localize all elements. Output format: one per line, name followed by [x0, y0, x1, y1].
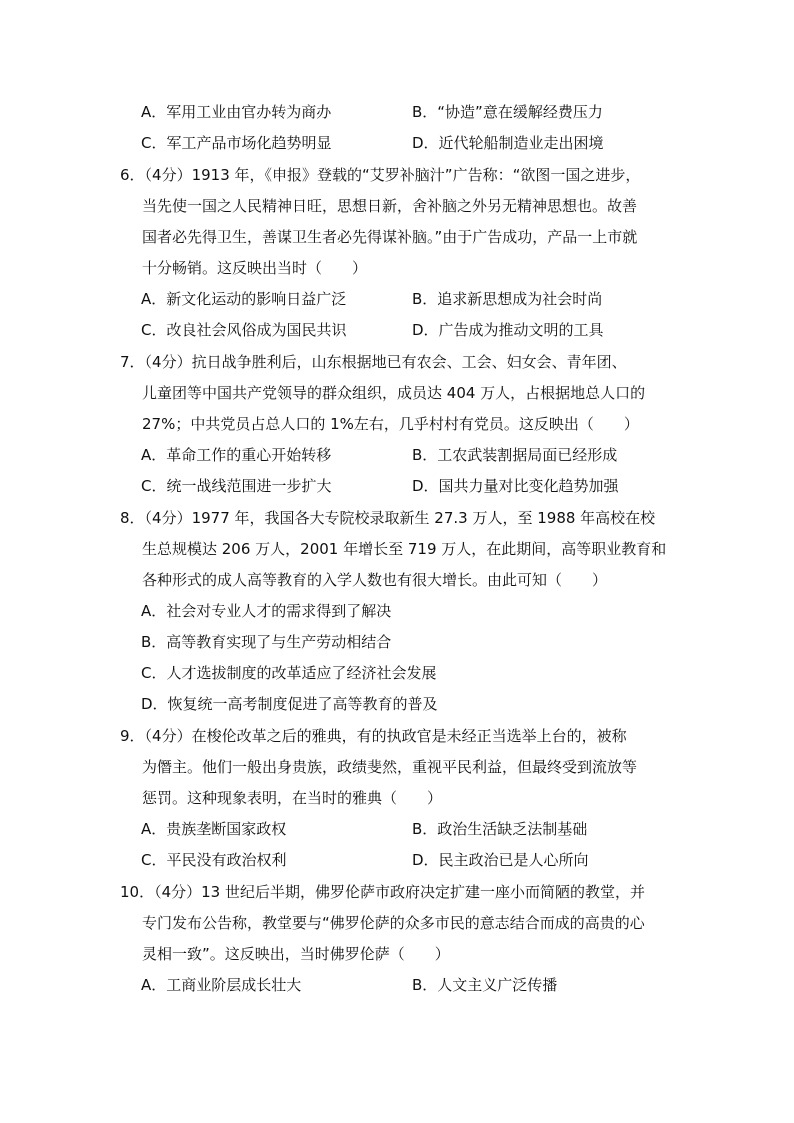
question-9-line: 为僭主。他们一般出身贵族，政绩斐然，重视平民利益，但最终受到流放等 — [142, 758, 638, 776]
q10-options-row-1 — [141, 973, 701, 997]
question-9-line: 惩罚。这种现象表明，在当时的雅典（ ） — [142, 789, 443, 807]
q6-option-b[interactable]: B．追求新思想成为社会时尚 — [412, 290, 603, 308]
q9-options-row-1 — [141, 817, 701, 841]
question-7-line: 27%；中共党员占总人口的 1%左右，几乎村村有党员。这反映出（ ） — [142, 415, 639, 433]
q9-option-a[interactable]: A．贵族垄断国家政权 — [141, 820, 287, 838]
question-8-line: 各种形式的成人高等教育的入学人数也有很大增长。由此可知（ ） — [142, 571, 608, 589]
q10-option-a[interactable]: A．工商业阶层成长壮大 — [141, 976, 302, 994]
q10-option-b[interactable]: B．人文主义广泛传播 — [412, 976, 558, 994]
q7-option-b[interactable]: B．工农武装割据局面已经形成 — [412, 446, 618, 464]
question-9-line: 9．（4分）在梭伦改革之后的雅典，有的执政官是未经正当选举上台的，被称 — [120, 727, 627, 745]
question-6-line: 国者必先得卫生，善谋卫生者必先得谋补脑。”由于广告成功，产品一上市就 — [142, 228, 638, 246]
question-8-stem — [120, 503, 680, 596]
question-7-stem — [120, 347, 680, 440]
q7-option-a[interactable]: A．革命工作的重心开始转移 — [141, 446, 332, 464]
q9-option-c[interactable]: C．平民没有政治权利 — [141, 851, 287, 869]
q5-option-d[interactable]: D．近代轮船制造业走出困境 — [412, 134, 604, 152]
question-6-line: 6．（4分）1913 年，《申报》登载的“艾罗补脑汁”广告称：“欲图一国之进步， — [120, 166, 641, 184]
question-6-line: 十分畅销。这反映出当时（ ） — [142, 259, 368, 277]
question-6-line: 当先使一国之人民精神日旺，思想日新，舍补脑之外另无精神思想也。故善 — [142, 197, 638, 215]
q9-options-row-2 — [141, 848, 701, 872]
q6-options-row-2 — [141, 318, 701, 342]
question-10-line: 专门发布公告称，教堂要与“佛罗伦萨的众多市民的意志结合而成的高贵的心 — [142, 914, 645, 932]
q6-option-d[interactable]: D．广告成为推动文明的工具 — [412, 321, 604, 339]
question-10-line: 10．（4分）13 世纪后半期，佛罗伦萨市政府决定扩建一座小而简陋的教堂，并 — [120, 883, 645, 901]
q6-option-c[interactable]: C．改良社会风俗成为国民共识 — [141, 321, 347, 339]
q8-option-a[interactable]: A．社会对专业人才的需求得到了解决 — [141, 602, 392, 620]
question-6-stem — [120, 160, 680, 284]
q7-option-d[interactable]: D．国共力量对比变化趋势加强 — [412, 477, 619, 495]
question-8-line: 生总规模达 206 万人，2001 年增长至 719 万人，在此期间，高等职业教育和 — [142, 540, 667, 558]
q9-option-d[interactable]: D．民主政治已是人心所向 — [412, 851, 589, 869]
q8-option-c[interactable]: C．人才选拔制度的改革适应了经济社会发展 — [141, 664, 437, 682]
q7-options-row-1 — [141, 443, 701, 467]
q6-options-row-1 — [141, 287, 701, 311]
q5-options-row-2 — [141, 131, 701, 155]
question-8-line: 8．（4分）1977 年，我国各大专院校录取新生 27.3 万人，至 1988 年高校在校 — [120, 509, 656, 527]
q5-option-c[interactable]: C．军工产品市场化趋势明显 — [141, 134, 332, 152]
question-7-line: 7．（4分）抗日战争胜利后，山东根据地已有农会、工会、妇女会、青年团、 — [120, 353, 627, 371]
q7-option-c[interactable]: C．统一战线范围进一步扩大 — [141, 477, 332, 495]
question-7-line: 儿童团等中国共产党领导的群众组织，成员达 404 万人，占根据地总人口的 — [142, 384, 646, 402]
q5-option-b[interactable]: B．“协造”意在缓解经费压力 — [412, 103, 603, 121]
question-9-stem — [120, 721, 680, 814]
q8-option-d[interactable]: D．恢复统一高考制度促进了高等教育的普及 — [141, 695, 438, 713]
q5-option-a[interactable]: A．军用工业由官办转为商办 — [141, 103, 332, 121]
question-10-stem — [120, 877, 680, 970]
q5-options-row-1 — [141, 100, 701, 124]
q9-option-b[interactable]: B．政治生活缺乏法制基础 — [412, 820, 588, 838]
q6-option-a[interactable]: A．新文化运动的影响日益广泛 — [141, 290, 347, 308]
q7-options-row-2 — [141, 474, 701, 498]
q8-option-b[interactable]: B．高等教育实现了与生产劳动相结合 — [141, 633, 392, 651]
question-10-line: 灵相一致”。这反映出，当时佛罗伦萨（ ） — [142, 945, 450, 963]
